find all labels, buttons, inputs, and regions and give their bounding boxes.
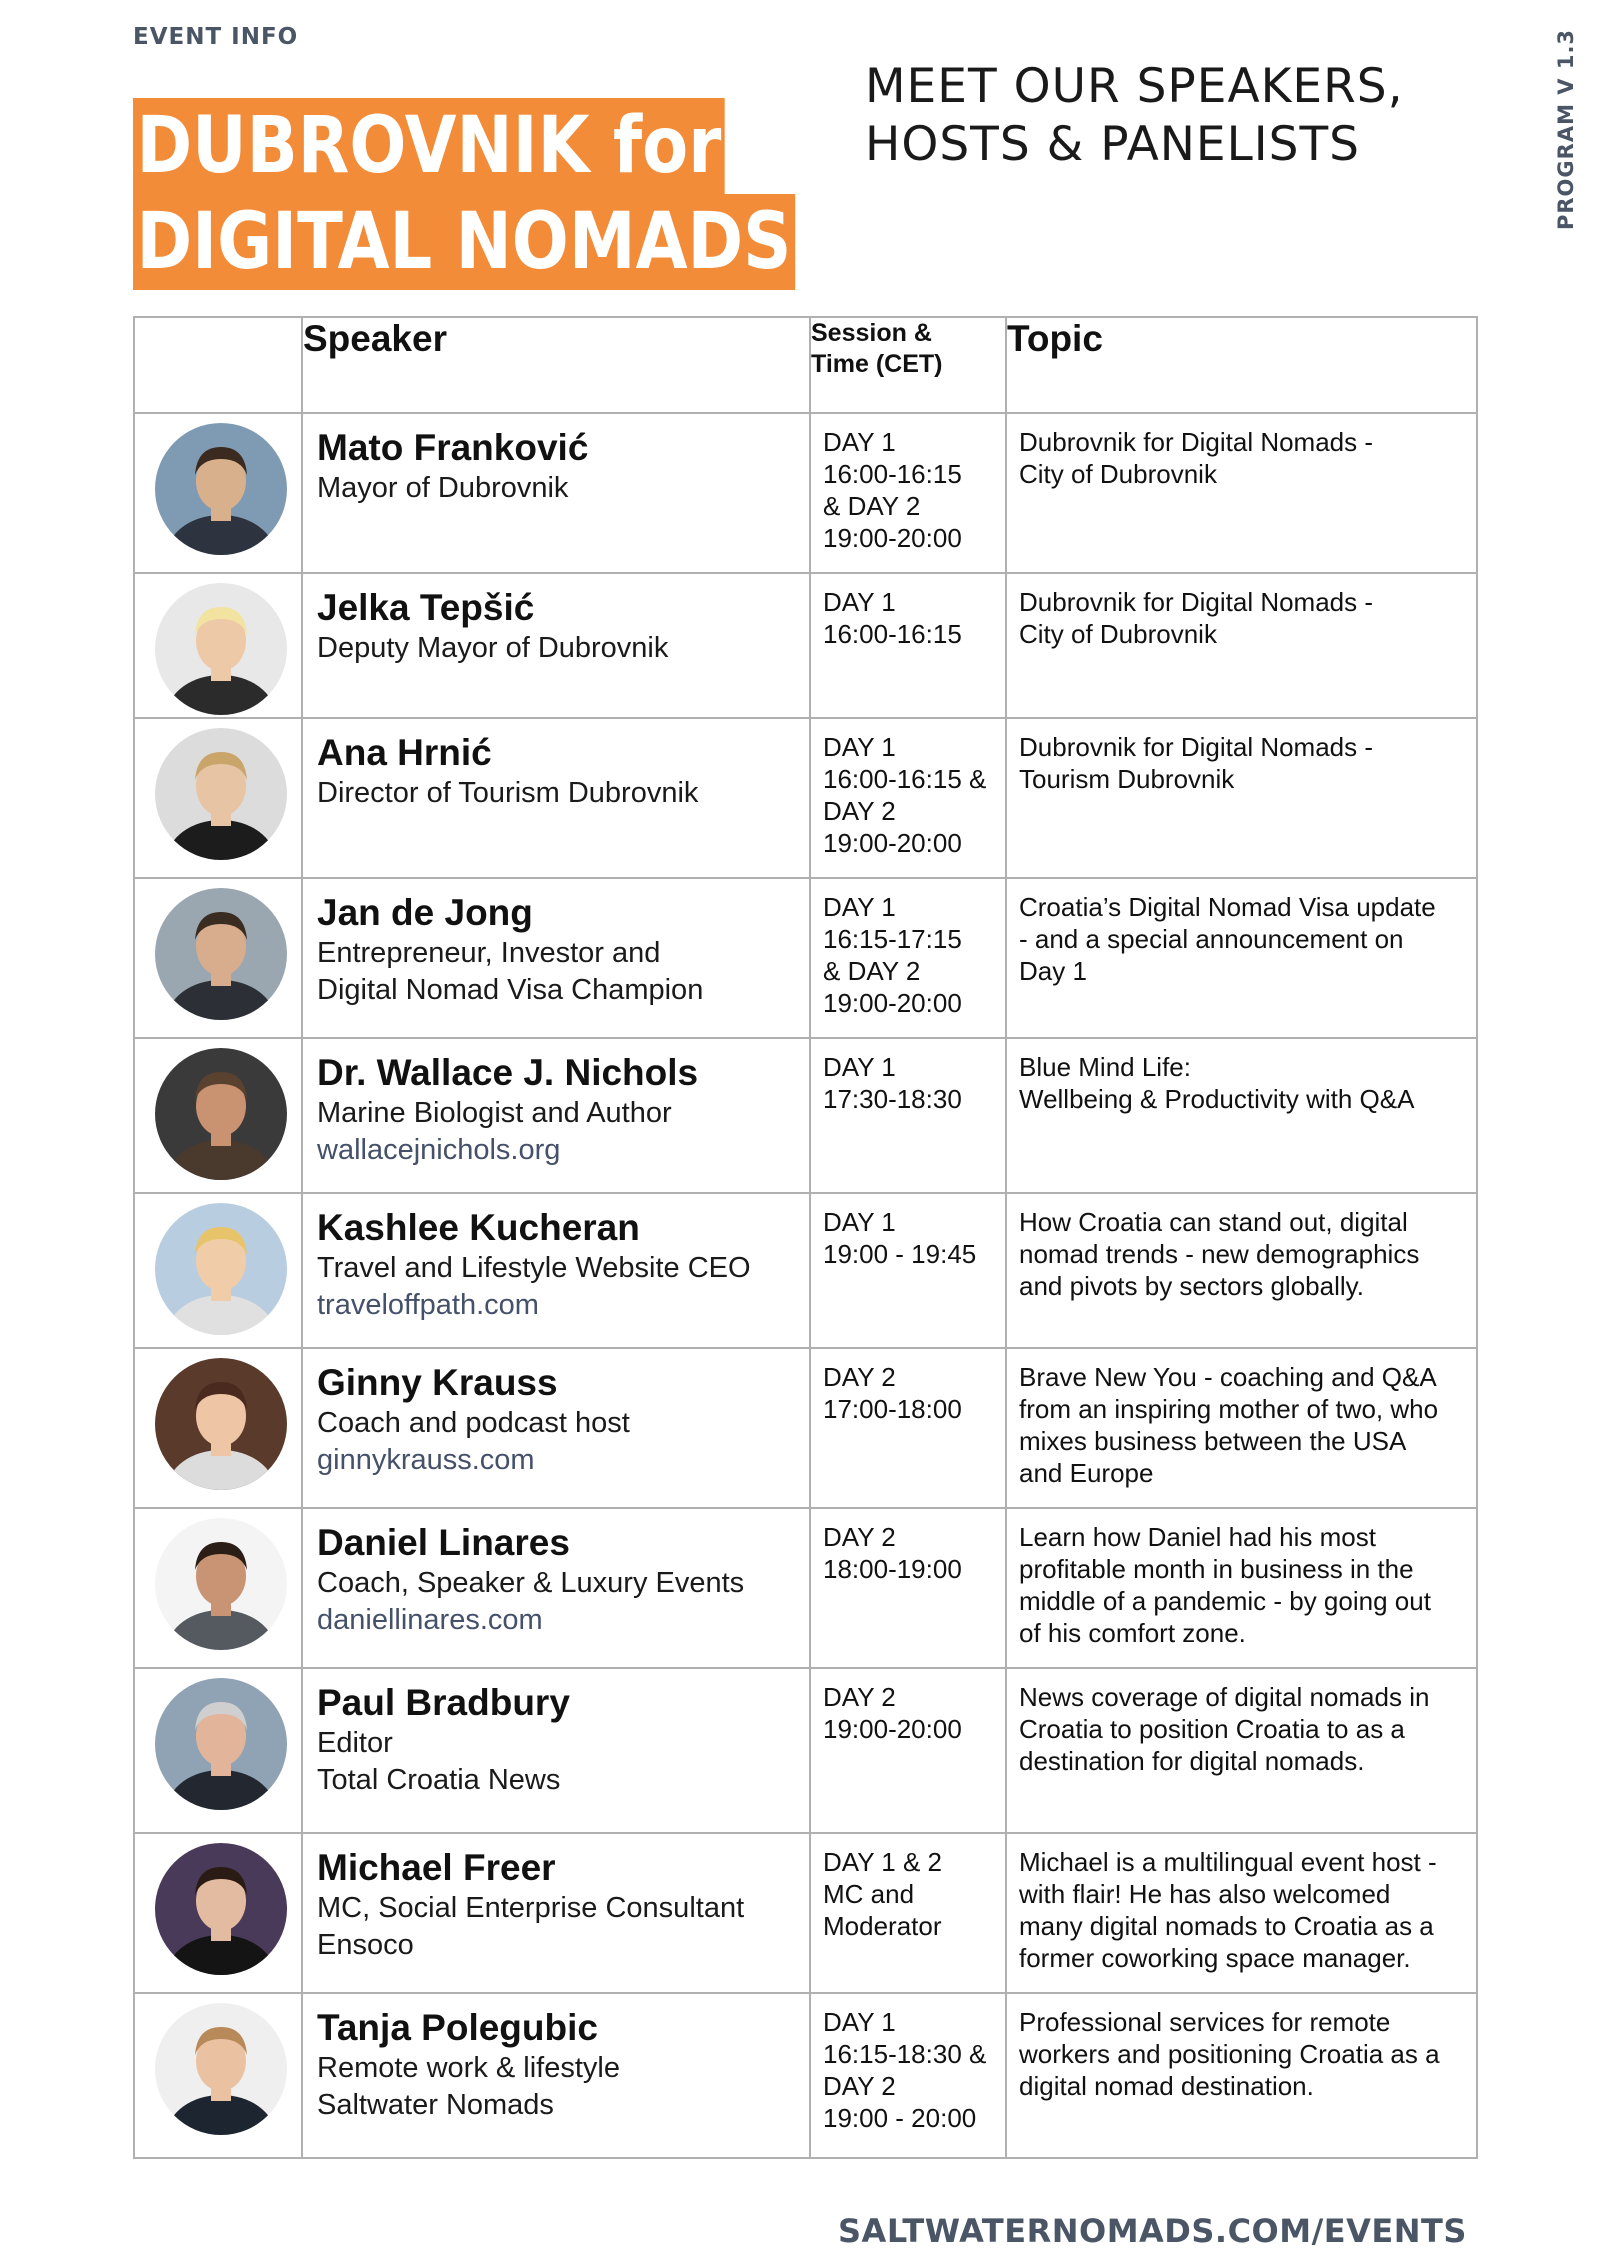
speaker-role: Entrepreneur, Investor and — [317, 937, 661, 969]
topic-line: nomad trends - new demographics — [1019, 1239, 1420, 1269]
meet-speakers-heading — [865, 58, 1404, 174]
header-speaker: Speaker — [302, 317, 810, 413]
avatar — [155, 1048, 287, 1180]
photo-cell — [134, 878, 302, 1038]
session-time-line: DAY 2 — [823, 1682, 896, 1712]
speaker-cell — [302, 1193, 810, 1348]
session-time-cell — [810, 1993, 1006, 2158]
header-session-line-2: Time (CET) — [811, 350, 943, 378]
speaker-cell — [302, 1833, 810, 1993]
topic-cell — [1006, 1668, 1477, 1833]
topic-line: and Europe — [1019, 1458, 1154, 1488]
speaker-website-link[interactable]: ginnykrauss.com — [317, 1444, 535, 1476]
session-time-line: DAY 1 — [823, 892, 896, 922]
speaker-role: Total Croatia News — [317, 1764, 561, 1796]
topic-line: many digital nomads to Croatia as a — [1019, 1911, 1434, 1941]
topic-line: Dubrovnik for Digital Nomads - — [1019, 587, 1374, 617]
topic-line: City of Dubrovnik — [1019, 459, 1217, 489]
session-time-cell — [810, 1833, 1006, 1993]
speaker-cell — [302, 878, 810, 1038]
session-time-line: DAY 1 & 2 — [823, 1847, 942, 1877]
topic-line: former coworking space manager. — [1019, 1943, 1411, 1973]
speaker-name: Daniel Linares — [317, 1522, 570, 1563]
photo-cell — [134, 573, 302, 718]
topic-line: destination for digital nomads. — [1019, 1746, 1365, 1776]
session-time-line: DAY 2 — [823, 2071, 896, 2101]
speaker-role: Digital Nomad Visa Champion — [317, 974, 704, 1006]
session-time-line: DAY 2 — [823, 1522, 896, 1552]
session-time-line: DAY 1 — [823, 2007, 896, 2037]
speaker-website-link[interactable]: wallacejnichols.org — [317, 1134, 561, 1166]
topic-line: Dubrovnik for Digital Nomads - — [1019, 732, 1374, 762]
photo-cell — [134, 1993, 302, 2158]
speaker-cell — [302, 1038, 810, 1193]
topic-cell — [1006, 1038, 1477, 1193]
speaker-role: Mayor of Dubrovnik — [317, 472, 569, 504]
speakers-table — [133, 316, 1478, 2159]
speaker-role: Saltwater Nomads — [317, 2089, 554, 2121]
speaker-name: Dr. Wallace J. Nichols — [317, 1052, 699, 1093]
topic-line: Croatia to position Croatia to as a — [1019, 1714, 1405, 1744]
photo-cell — [134, 1833, 302, 1993]
avatar — [155, 1518, 287, 1650]
speaker-role: Ensoco — [317, 1929, 414, 1961]
session-time-line: 19:00-20:00 — [823, 1714, 962, 1744]
topic-line: Professional services for remote — [1019, 2007, 1391, 2037]
session-time-cell — [810, 1038, 1006, 1193]
photo-cell — [134, 1668, 302, 1833]
session-time-line: 19:00-20:00 — [823, 828, 962, 858]
speaker-role: Deputy Mayor of Dubrovnik — [317, 632, 669, 664]
speaker-name: Kashlee Kucheran — [317, 1207, 640, 1248]
session-time-cell — [810, 718, 1006, 878]
topic-line: mixes business between the USA — [1019, 1426, 1407, 1456]
topic-line: Dubrovnik for Digital Nomads - — [1019, 427, 1374, 457]
table-row — [134, 1348, 1477, 1508]
session-time-cell — [810, 413, 1006, 573]
speaker-name: Paul Bradbury — [317, 1682, 570, 1723]
session-time-line: & DAY 2 — [823, 956, 921, 986]
table-header-row — [134, 317, 1477, 413]
speaker-role: Coach and podcast host — [317, 1407, 630, 1439]
session-time-line: 19:00-20:00 — [823, 523, 962, 553]
topic-line: with flair! He has also welcomed — [1019, 1879, 1391, 1909]
table-row — [134, 573, 1477, 718]
topic-cell — [1006, 718, 1477, 878]
topic-line: City of Dubrovnik — [1019, 619, 1217, 649]
topic-line: Day 1 — [1019, 956, 1087, 986]
session-time-line: 16:15-17:15 — [823, 924, 962, 954]
speaker-name: Ginny Krauss — [317, 1362, 558, 1403]
speaker-name: Jan de Jong — [317, 892, 533, 933]
topic-line: Wellbeing & Productivity with Q&A — [1019, 1084, 1415, 1114]
photo-cell — [134, 718, 302, 878]
speaker-role: Travel and Lifestyle Website CEO — [317, 1252, 751, 1284]
event-title-line-1: DUBROVNIK for — [133, 98, 725, 194]
speaker-cell — [302, 1508, 810, 1668]
speaker-website-link[interactable]: daniellinares.com — [317, 1604, 543, 1636]
session-time-line: 19:00 - 20:00 — [823, 2103, 977, 2133]
session-time-cell — [810, 1508, 1006, 1668]
topic-cell — [1006, 1508, 1477, 1668]
photo-cell — [134, 1193, 302, 1348]
speaker-name: Jelka Tepšić — [317, 587, 535, 628]
speaker-cell — [302, 1993, 810, 2158]
avatar — [155, 888, 287, 1020]
topic-cell — [1006, 878, 1477, 1038]
table-row — [134, 1668, 1477, 1833]
table-row — [134, 413, 1477, 573]
speaker-name: Michael Freer — [317, 1847, 556, 1888]
session-time-line: Moderator — [823, 1911, 942, 1941]
avatar — [155, 1203, 287, 1335]
photo-cell — [134, 1508, 302, 1668]
session-time-line: MC and — [823, 1879, 915, 1909]
photo-cell — [134, 1038, 302, 1193]
session-time-cell — [810, 878, 1006, 1038]
session-time-line: 17:30-18:30 — [823, 1084, 962, 1114]
session-time-line: 16:00-16:15 — [823, 619, 962, 649]
topic-cell — [1006, 1993, 1477, 2158]
speaker-website-link[interactable]: traveloffpath.com — [317, 1289, 539, 1321]
topic-line: Croatia’s Digital Nomad Visa update — [1019, 892, 1436, 922]
session-time-line: 16:00-16:15 & — [823, 764, 987, 794]
session-time-line: DAY 1 — [823, 1207, 896, 1237]
session-time-line: DAY 1 — [823, 1052, 896, 1082]
topic-line: workers and positioning Croatia as a — [1019, 2039, 1440, 2069]
avatar — [155, 423, 287, 555]
speaker-name: Mato Franković — [317, 427, 589, 468]
session-time-line: DAY 1 — [823, 427, 896, 457]
topic-cell — [1006, 1193, 1477, 1348]
avatar — [155, 1678, 287, 1810]
session-time-line: 16:15-18:30 & — [823, 2039, 987, 2069]
footer-url[interactable]: SALTWATERNOMADS.COM/EVENTS — [838, 2212, 1467, 2250]
header-photo-cell — [134, 317, 302, 413]
program-version: PROGRAM V 1.3 — [1554, 28, 1578, 230]
session-time-line: DAY 2 — [823, 1362, 896, 1392]
speaker-cell — [302, 1668, 810, 1833]
speaker-name: Tanja Polegubic — [317, 2007, 598, 2048]
session-time-line: DAY 1 — [823, 587, 896, 617]
session-time-cell — [810, 1668, 1006, 1833]
speaker-role: Director of Tourism Dubrovnik — [317, 777, 699, 809]
topic-line: News coverage of digital nomads in — [1019, 1682, 1430, 1712]
avatar — [155, 1358, 287, 1490]
topic-cell — [1006, 413, 1477, 573]
topic-line: profitable month in business in the — [1019, 1554, 1414, 1584]
meet-heading-line-1: MEET OUR SPEAKERS, — [865, 59, 1404, 114]
table-row — [134, 1993, 1477, 2158]
table-row — [134, 1038, 1477, 1193]
event-info-label: EVENT INFO — [133, 24, 299, 50]
topic-line: How Croatia can stand out, digital — [1019, 1207, 1408, 1237]
avatar — [155, 728, 287, 860]
speaker-role: Coach, Speaker & Luxury Events — [317, 1567, 745, 1599]
topic-cell — [1006, 1833, 1477, 1993]
avatar — [155, 2003, 287, 2135]
photo-cell — [134, 413, 302, 573]
session-time-line: DAY 1 — [823, 732, 896, 762]
session-time-line: 19:00 - 19:45 — [823, 1239, 977, 1269]
session-time-line: 19:00-20:00 — [823, 988, 962, 1018]
speaker-cell — [302, 718, 810, 878]
topic-line: Blue Mind Life: — [1019, 1052, 1191, 1082]
session-time-line: 16:00-16:15 — [823, 459, 962, 489]
speaker-role: MC, Social Enterprise Consultant — [317, 1892, 745, 1924]
header-topic: Topic — [1006, 317, 1477, 413]
topic-line: and pivots by sectors globally. — [1019, 1271, 1364, 1301]
table-row — [134, 1833, 1477, 1993]
event-title-line-2: DIGITAL NOMADS — [133, 194, 795, 290]
topic-line: digital nomad destination. — [1019, 2071, 1314, 2101]
table-row — [134, 1193, 1477, 1348]
table-row — [134, 718, 1477, 878]
topic-cell — [1006, 1348, 1477, 1508]
photo-cell — [134, 1348, 302, 1508]
speaker-role: Marine Biologist and Author — [317, 1097, 672, 1129]
avatar — [155, 1843, 287, 1975]
speaker-cell — [302, 1348, 810, 1508]
topic-line: middle of a pandemic - by going out — [1019, 1586, 1431, 1616]
session-time-line: & DAY 2 — [823, 491, 921, 521]
meet-heading-line-2: HOSTS & PANELISTS — [865, 117, 1361, 172]
session-time-line: DAY 2 — [823, 796, 896, 826]
topic-line: Brave New You - coaching and Q&A — [1019, 1362, 1437, 1392]
speaker-role: Remote work & lifestyle — [317, 2052, 620, 2084]
topic-line: - and a special announcement on — [1019, 924, 1404, 954]
table-row — [134, 1508, 1477, 1668]
table-row — [134, 878, 1477, 1038]
topic-line: Tourism Dubrovnik — [1019, 764, 1235, 794]
speaker-cell — [302, 573, 810, 718]
header-session-line-1: Session & — [811, 319, 932, 347]
topic-line: from an inspiring mother of two, who — [1019, 1394, 1439, 1424]
speaker-name: Ana Hrnić — [317, 732, 492, 773]
session-time-cell — [810, 1193, 1006, 1348]
event-title — [133, 98, 903, 290]
session-time-cell — [810, 573, 1006, 718]
avatar — [155, 583, 287, 715]
topic-line: Learn how Daniel had his most — [1019, 1522, 1376, 1552]
header-session — [810, 317, 1006, 413]
topic-line: of his comfort zone. — [1019, 1618, 1246, 1648]
session-time-line: 18:00-19:00 — [823, 1554, 962, 1584]
session-time-cell — [810, 1348, 1006, 1508]
speaker-cell — [302, 413, 810, 573]
session-time-line: 17:00-18:00 — [823, 1394, 962, 1424]
topic-cell — [1006, 573, 1477, 718]
topic-line: Michael is a multilingual event host - — [1019, 1847, 1437, 1877]
speaker-role: Editor — [317, 1727, 393, 1759]
